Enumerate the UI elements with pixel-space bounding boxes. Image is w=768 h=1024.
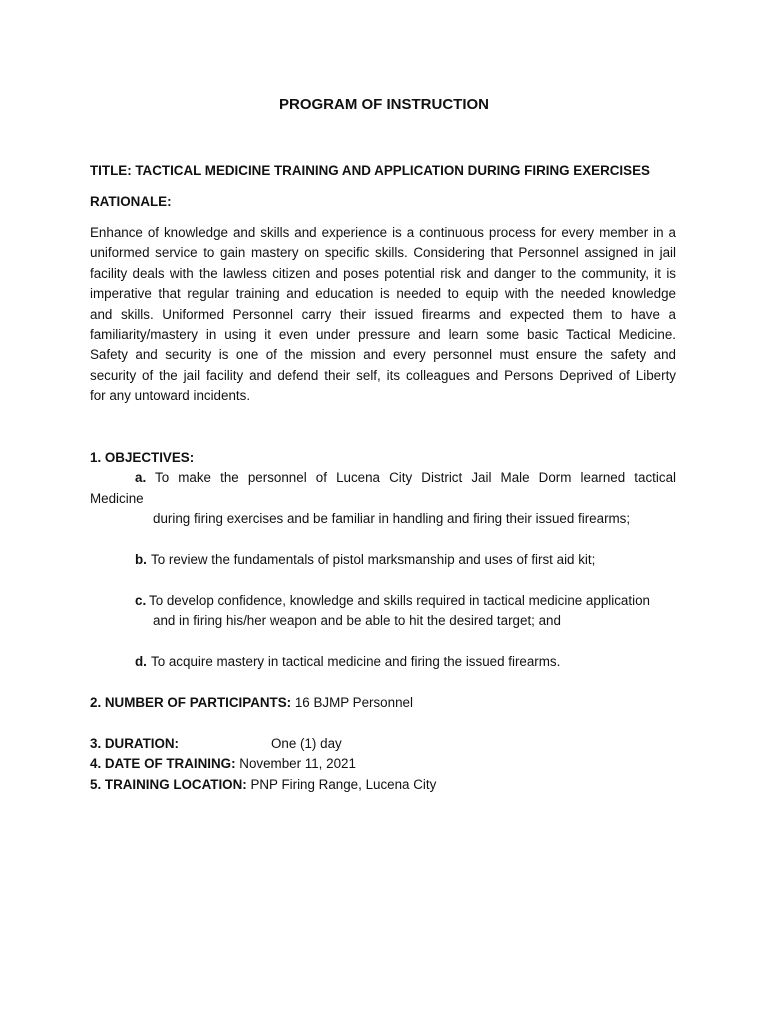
participants-value: 16 BJMP Personnel <box>294 695 413 710</box>
rationale-line: imperative that regular training and education is needed to equip with the needed knowledge <box>90 286 676 302</box>
rationale-heading: RATIONALE: <box>90 194 172 209</box>
location-row <box>90 775 436 795</box>
rationale-line: Enhance of knowledge and skills and experience is a continuous process for every member in a <box>90 225 676 240</box>
objective-a-line3: during firing exercises and be familiar in handling and firing their issued firearms; <box>153 511 631 526</box>
objective-c-line2: and in firing his/her weapon and be able to hit the desired target; and <box>153 613 561 628</box>
objective-d-text: To acquire mastery in tactical medicine and firing the issued firearms. <box>151 654 561 669</box>
objective-b-text: To review the fundamentals of pistol marksmanship and uses of first aid kit; <box>151 552 596 567</box>
rationale-line: uniformed service to gain mastery on specific skills. Considering that Personnel assigned in jail <box>90 245 676 261</box>
objective-a-line2: Medicine <box>90 491 144 506</box>
participants-row <box>90 693 413 713</box>
date-value: November 11, 2021 <box>239 756 356 771</box>
objective-c-marker: c. <box>135 593 147 608</box>
rationale-line: facility deals with the lawless citizen and poses potential risk and danger to the community, it is <box>90 265 676 281</box>
duration-value: One (1) day <box>271 736 342 751</box>
duration-label: 3. DURATION: <box>90 736 180 751</box>
date-row <box>90 754 356 774</box>
objective-b-marker: b. <box>135 552 147 567</box>
objectives-heading: 1. OBJECTIVES: <box>90 450 195 465</box>
rationale-line: for any untoward incidents. <box>90 388 251 404</box>
rationale-line: and skills. Uniformed Personnel carry their issued firearms and expected them to have a <box>90 306 676 322</box>
objective-a-line1: To make the personnel of Lucena City District Jail Male Dorm learned tactical <box>155 470 676 485</box>
rationale-line: security of the jail facility and defend their self, its colleagues and Persons Deprived of Liberty <box>90 367 676 383</box>
date-label: 4. DATE OF TRAINING: <box>90 756 236 771</box>
rationale-line: familiarity/mastery in using it even under pressure and learn some basic Tactical Medicine. <box>90 326 676 342</box>
location-label: 5. TRAINING LOCATION: <box>90 777 247 792</box>
subject-title: TITLE: TACTICAL MEDICINE TRAINING AND APPLICATION DURING FIRING EXERCISES <box>90 163 650 178</box>
objective-c-line1: To develop confidence, knowledge and skills required in tactical medicine application <box>149 593 650 608</box>
location-value: PNP Firing Range, Lucena City <box>250 777 437 792</box>
rationale-paragraph <box>90 223 676 407</box>
rationale-line: Safety and security is one of the mission and every personnel must ensure the safety and <box>90 347 676 363</box>
objective-a-marker: a. <box>135 470 147 485</box>
participants-label: 2. NUMBER OF PARTICIPANTS: <box>90 695 292 710</box>
objective-d-marker: d. <box>135 654 147 669</box>
document-title: PROGRAM OF INSTRUCTION <box>279 96 489 113</box>
